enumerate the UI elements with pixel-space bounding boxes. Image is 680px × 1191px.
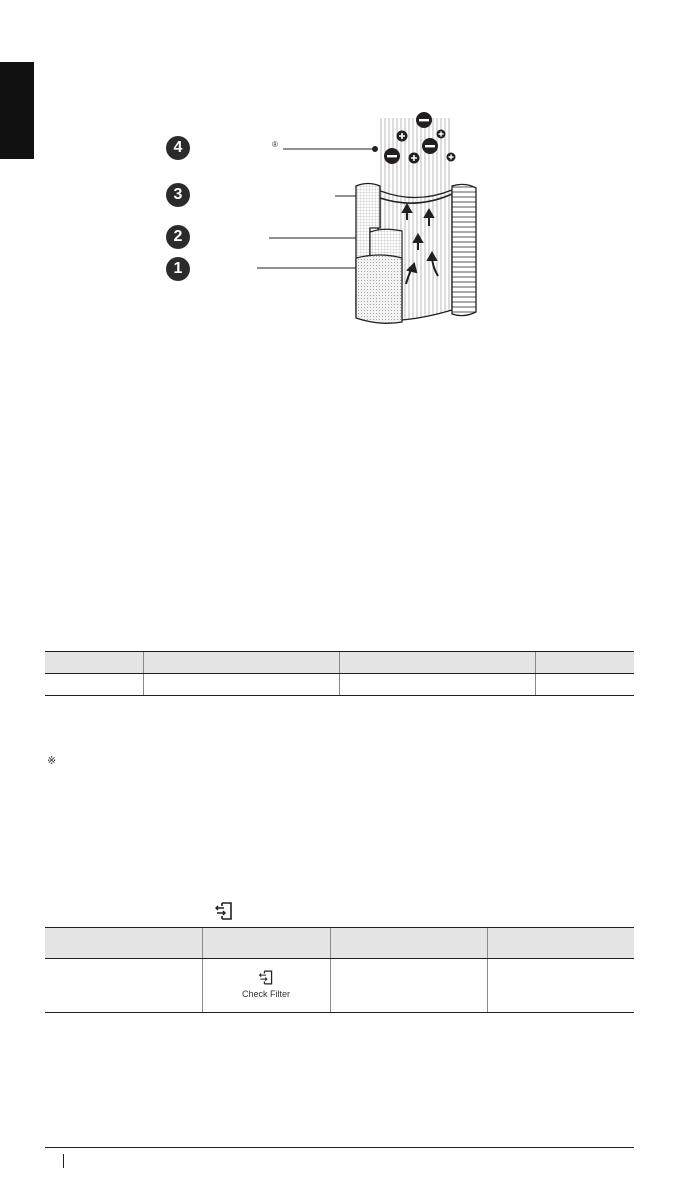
filter-indicator-table (45, 927, 634, 1013)
table1-header (339, 652, 535, 674)
table1-header (143, 652, 339, 674)
registered-mark: ® (272, 140, 278, 149)
check-filter-label: Check Filter (241, 989, 290, 999)
note-symbol: ※ (47, 755, 57, 767)
filter-diagram (0, 0, 680, 340)
check-filter-indicator (202, 959, 330, 1013)
filter-spec-table (45, 651, 634, 696)
table2-cell (330, 959, 487, 1013)
table1-cell (45, 674, 143, 696)
table2-header (202, 928, 330, 959)
table1-cell (143, 674, 339, 696)
footer-rule (45, 1147, 634, 1148)
table2-header (487, 928, 634, 959)
table1-cell (536, 674, 634, 696)
side-frame-right (452, 184, 476, 315)
badge-1: 1 (166, 257, 190, 281)
table1-header (45, 652, 143, 674)
filter-swap-icon (214, 901, 234, 921)
badge-3: 3 (166, 183, 190, 207)
filter-illustration (0, 0, 680, 340)
table1-cell (339, 674, 535, 696)
table2-header (330, 928, 487, 959)
table2-cell (487, 959, 634, 1013)
table2-cell (45, 959, 202, 1013)
table2-header (45, 928, 202, 959)
badge-4: 4 (166, 136, 190, 160)
footer-divider (63, 1154, 64, 1168)
table1-header (536, 652, 634, 674)
badge-2: 2 (166, 225, 190, 249)
filter-layer-1 (356, 255, 402, 323)
filter-swap-icon (258, 969, 274, 986)
